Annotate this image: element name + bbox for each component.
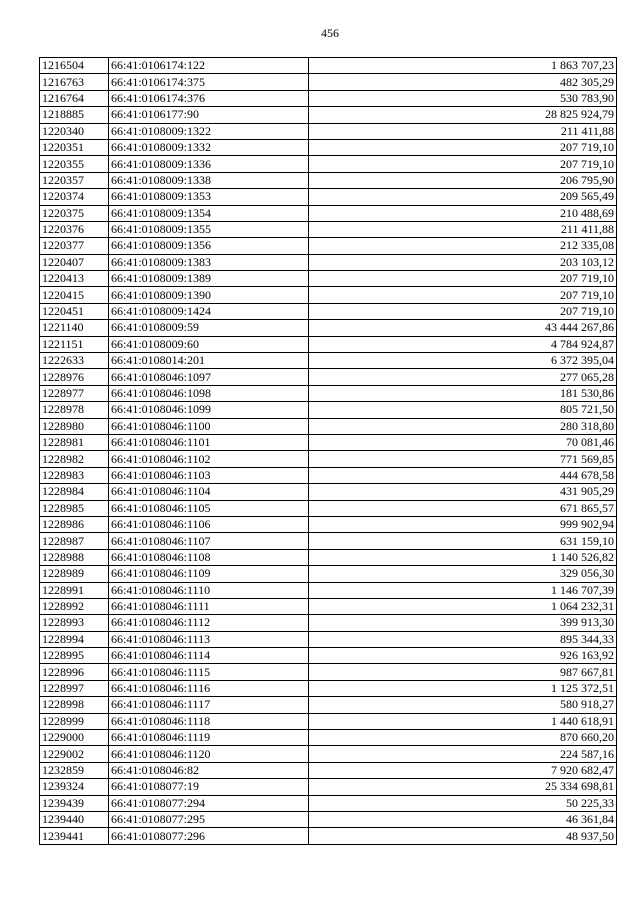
cadastral-number-cell: 66:41:0108046:1102: [109, 451, 309, 467]
record-id-cell: 1229000: [40, 730, 109, 746]
table-row: [40, 287, 617, 303]
value-cell: 1 146 707,39: [309, 582, 617, 598]
record-id-cell: 1220340: [40, 123, 109, 139]
record-id-cell: 1228994: [40, 631, 109, 647]
record-id-cell: 1228981: [40, 434, 109, 450]
record-id-cell: 1239441: [40, 828, 109, 844]
table-row: [40, 779, 617, 795]
cadastral-number-cell: 66:41:0108046:1115: [109, 664, 309, 680]
table-row: [40, 828, 617, 844]
value-cell: 7 920 682,47: [309, 762, 617, 778]
table-row: [40, 664, 617, 680]
table-row: [40, 484, 617, 500]
table-row: [40, 713, 617, 729]
value-cell: 277 065,28: [309, 369, 617, 385]
cadastral-number-cell: 66:41:0108009:1390: [109, 287, 309, 303]
record-id-cell: 1228976: [40, 369, 109, 385]
cadastral-number-cell: 66:41:0108077:294: [109, 795, 309, 811]
cadastral-number-cell: 66:41:0106174:375: [109, 74, 309, 90]
table-row: [40, 156, 617, 172]
table-row: [40, 238, 617, 254]
value-cell: 207 719,10: [309, 139, 617, 155]
value-cell: 181 530,86: [309, 385, 617, 401]
cadastral-number-cell: 66:41:0108046:1116: [109, 680, 309, 696]
table-row: [40, 139, 617, 155]
record-id-cell: 1228993: [40, 615, 109, 631]
cadastral-number-cell: 66:41:0108046:1099: [109, 402, 309, 418]
table-row: [40, 254, 617, 270]
cadastral-number-cell: 66:41:0108046:1109: [109, 566, 309, 582]
cadastral-number-cell: 66:41:0108046:1110: [109, 582, 309, 598]
value-cell: 580 918,27: [309, 697, 617, 713]
cadastral-number-cell: 66:41:0108077:19: [109, 779, 309, 795]
table-row: [40, 434, 617, 450]
value-cell: 671 865,57: [309, 500, 617, 516]
cadastral-number-cell: 66:41:0108009:1355: [109, 221, 309, 237]
value-cell: 48 937,50: [309, 828, 617, 844]
value-cell: 1 125 372,51: [309, 680, 617, 696]
value-cell: 43 444 267,86: [309, 320, 617, 336]
cadastral-number-cell: 66:41:0108046:1106: [109, 516, 309, 532]
record-id-cell: 1228980: [40, 418, 109, 434]
value-cell: 280 318,80: [309, 418, 617, 434]
value-cell: 631 159,10: [309, 533, 617, 549]
table-row: [40, 500, 617, 516]
record-id-cell: 1220451: [40, 303, 109, 319]
record-id-cell: 1220375: [40, 205, 109, 221]
table-row: [40, 697, 617, 713]
table-row: [40, 271, 617, 287]
record-id-cell: 1228991: [40, 582, 109, 598]
record-id-cell: 1222633: [40, 353, 109, 369]
page-number: 456: [321, 26, 339, 40]
table-row: [40, 746, 617, 762]
cadastral-number-cell: 66:41:0108046:1113: [109, 631, 309, 647]
record-id-cell: 1228985: [40, 500, 109, 516]
record-id-cell: 1220355: [40, 156, 109, 172]
cadastral-number-cell: 66:41:0108046:1108: [109, 549, 309, 565]
value-cell: 431 905,29: [309, 484, 617, 500]
value-cell: 224 587,16: [309, 746, 617, 762]
table-row: [40, 566, 617, 582]
value-cell: 530 783,90: [309, 90, 617, 106]
value-cell: 444 678,58: [309, 467, 617, 483]
record-id-cell: 1228997: [40, 680, 109, 696]
cadastral-number-cell: 66:41:0108009:59: [109, 320, 309, 336]
cadastral-number-cell: 66:41:0108046:1111: [109, 598, 309, 614]
table-row: [40, 598, 617, 614]
record-id-cell: 1228992: [40, 598, 109, 614]
table-row: [40, 172, 617, 188]
record-id-cell: 1239439: [40, 795, 109, 811]
table-row: [40, 615, 617, 631]
value-cell: 771 569,85: [309, 451, 617, 467]
table-row: [40, 582, 617, 598]
value-cell: 207 719,10: [309, 287, 617, 303]
cadastral-number-cell: 66:41:0108014:201: [109, 353, 309, 369]
cadastral-number-cell: 66:41:0108046:1098: [109, 385, 309, 401]
cadastral-number-cell: 66:41:0108046:1107: [109, 533, 309, 549]
value-cell: 1 440 618,91: [309, 713, 617, 729]
value-cell: 207 719,10: [309, 271, 617, 287]
value-cell: 28 825 924,79: [309, 107, 617, 123]
record-id-cell: 1220374: [40, 189, 109, 205]
cadastral-number-cell: 66:41:0108009:1354: [109, 205, 309, 221]
cadastral-number-cell: 66:41:0108046:1105: [109, 500, 309, 516]
table-row: [40, 811, 617, 827]
record-id-cell: 1216763: [40, 74, 109, 90]
table-row: [40, 189, 617, 205]
table-row: [40, 549, 617, 565]
registry-table: [39, 57, 617, 845]
value-cell: 212 335,08: [309, 238, 617, 254]
table-row: [40, 74, 617, 90]
cadastral-number-cell: 66:41:0108046:1100: [109, 418, 309, 434]
value-cell: 211 411,88: [309, 123, 617, 139]
table-row: [40, 533, 617, 549]
table-row: [40, 58, 617, 74]
record-id-cell: 1228984: [40, 484, 109, 500]
value-cell: 211 411,88: [309, 221, 617, 237]
table-row: [40, 402, 617, 418]
value-cell: 399 913,30: [309, 615, 617, 631]
record-id-cell: 1221151: [40, 336, 109, 352]
cadastral-number-cell: 66:41:0108009:1353: [109, 189, 309, 205]
value-cell: 210 488,69: [309, 205, 617, 221]
cadastral-number-cell: 66:41:0108046:1101: [109, 434, 309, 450]
record-id-cell: 1228977: [40, 385, 109, 401]
table-row: [40, 385, 617, 401]
value-cell: 203 103,12: [309, 254, 617, 270]
record-id-cell: 1228982: [40, 451, 109, 467]
cadastral-number-cell: 66:41:0108046:1097: [109, 369, 309, 385]
record-id-cell: 1228983: [40, 467, 109, 483]
record-id-cell: 1232859: [40, 762, 109, 778]
record-id-cell: 1228996: [40, 664, 109, 680]
cadastral-number-cell: 66:41:0106177:90: [109, 107, 309, 123]
record-id-cell: 1228998: [40, 697, 109, 713]
cadastral-number-cell: 66:41:0108046:1118: [109, 713, 309, 729]
record-id-cell: 1216504: [40, 58, 109, 74]
cadastral-number-cell: 66:41:0108009:1322: [109, 123, 309, 139]
cadastral-number-cell: 66:41:0108046:1103: [109, 467, 309, 483]
table-row: [40, 451, 617, 467]
table-row: [40, 730, 617, 746]
cadastral-number-cell: 66:41:0108046:82: [109, 762, 309, 778]
table-row: [40, 205, 617, 221]
value-cell: 329 056,30: [309, 566, 617, 582]
value-cell: 1 863 707,23: [309, 58, 617, 74]
cadastral-number-cell: 66:41:0108077:295: [109, 811, 309, 827]
table-row: [40, 320, 617, 336]
cadastral-number-cell: 66:41:0108009:1424: [109, 303, 309, 319]
record-id-cell: 1229002: [40, 746, 109, 762]
value-cell: 50 225,33: [309, 795, 617, 811]
record-id-cell: 1228995: [40, 648, 109, 664]
record-id-cell: 1228988: [40, 549, 109, 565]
value-cell: 870 660,20: [309, 730, 617, 746]
record-id-cell: 1220415: [40, 287, 109, 303]
cadastral-number-cell: 66:41:0106174:122: [109, 58, 309, 74]
table-row: [40, 336, 617, 352]
table-row: [40, 762, 617, 778]
record-id-cell: 1220377: [40, 238, 109, 254]
value-cell: 207 719,10: [309, 303, 617, 319]
record-id-cell: 1220351: [40, 139, 109, 155]
table-row: [40, 631, 617, 647]
value-cell: 805 721,50: [309, 402, 617, 418]
value-cell: 4 784 924,87: [309, 336, 617, 352]
table-row: [40, 795, 617, 811]
cadastral-number-cell: 66:41:0108077:296: [109, 828, 309, 844]
table-row: [40, 418, 617, 434]
cadastral-number-cell: 66:41:0108046:1117: [109, 697, 309, 713]
table-row: [40, 369, 617, 385]
value-cell: 209 565,49: [309, 189, 617, 205]
record-id-cell: 1228986: [40, 516, 109, 532]
cadastral-number-cell: 66:41:0108046:1114: [109, 648, 309, 664]
record-id-cell: 1220407: [40, 254, 109, 270]
cadastral-number-cell: 66:41:0108009:1356: [109, 238, 309, 254]
cadastral-number-cell: 66:41:0108046:1119: [109, 730, 309, 746]
value-cell: 206 795,90: [309, 172, 617, 188]
table-row: [40, 221, 617, 237]
value-cell: 987 667,81: [309, 664, 617, 680]
value-cell: 1 140 526,82: [309, 549, 617, 565]
cadastral-number-cell: 66:41:0108009:60: [109, 336, 309, 352]
value-cell: 70 081,46: [309, 434, 617, 450]
table-row: [40, 353, 617, 369]
table-row: [40, 107, 617, 123]
cadastral-number-cell: 66:41:0108009:1338: [109, 172, 309, 188]
value-cell: 207 719,10: [309, 156, 617, 172]
record-id-cell: 1228999: [40, 713, 109, 729]
record-id-cell: 1221140: [40, 320, 109, 336]
cadastral-number-cell: 66:41:0108009:1383: [109, 254, 309, 270]
record-id-cell: 1228987: [40, 533, 109, 549]
value-cell: 46 361,84: [309, 811, 617, 827]
record-id-cell: 1228989: [40, 566, 109, 582]
value-cell: 25 334 698,81: [309, 779, 617, 795]
table-row: [40, 648, 617, 664]
cadastral-number-cell: 66:41:0108046:1120: [109, 746, 309, 762]
value-cell: 482 305,29: [309, 74, 617, 90]
record-id-cell: 1239440: [40, 811, 109, 827]
value-cell: 1 064 232,31: [309, 598, 617, 614]
cadastral-number-cell: 66:41:0106174:376: [109, 90, 309, 106]
cadastral-number-cell: 66:41:0108009:1389: [109, 271, 309, 287]
cadastral-number-cell: 66:41:0108046:1112: [109, 615, 309, 631]
table-row: [40, 467, 617, 483]
table-row: [40, 123, 617, 139]
table-row: [40, 303, 617, 319]
record-id-cell: 1220357: [40, 172, 109, 188]
value-cell: 895 344,33: [309, 631, 617, 647]
record-id-cell: 1239324: [40, 779, 109, 795]
cadastral-number-cell: 66:41:0108009:1336: [109, 156, 309, 172]
record-id-cell: 1218885: [40, 107, 109, 123]
cadastral-number-cell: 66:41:0108046:1104: [109, 484, 309, 500]
table-row: [40, 90, 617, 106]
record-id-cell: 1220413: [40, 271, 109, 287]
record-id-cell: 1216764: [40, 90, 109, 106]
record-id-cell: 1220376: [40, 221, 109, 237]
value-cell: 999 902,94: [309, 516, 617, 532]
record-id-cell: 1228978: [40, 402, 109, 418]
value-cell: 926 163,92: [309, 648, 617, 664]
value-cell: 6 372 395,04: [309, 353, 617, 369]
registry-table-body: [40, 58, 617, 845]
table-row: [40, 680, 617, 696]
table-row: [40, 516, 617, 532]
cadastral-number-cell: 66:41:0108009:1332: [109, 139, 309, 155]
